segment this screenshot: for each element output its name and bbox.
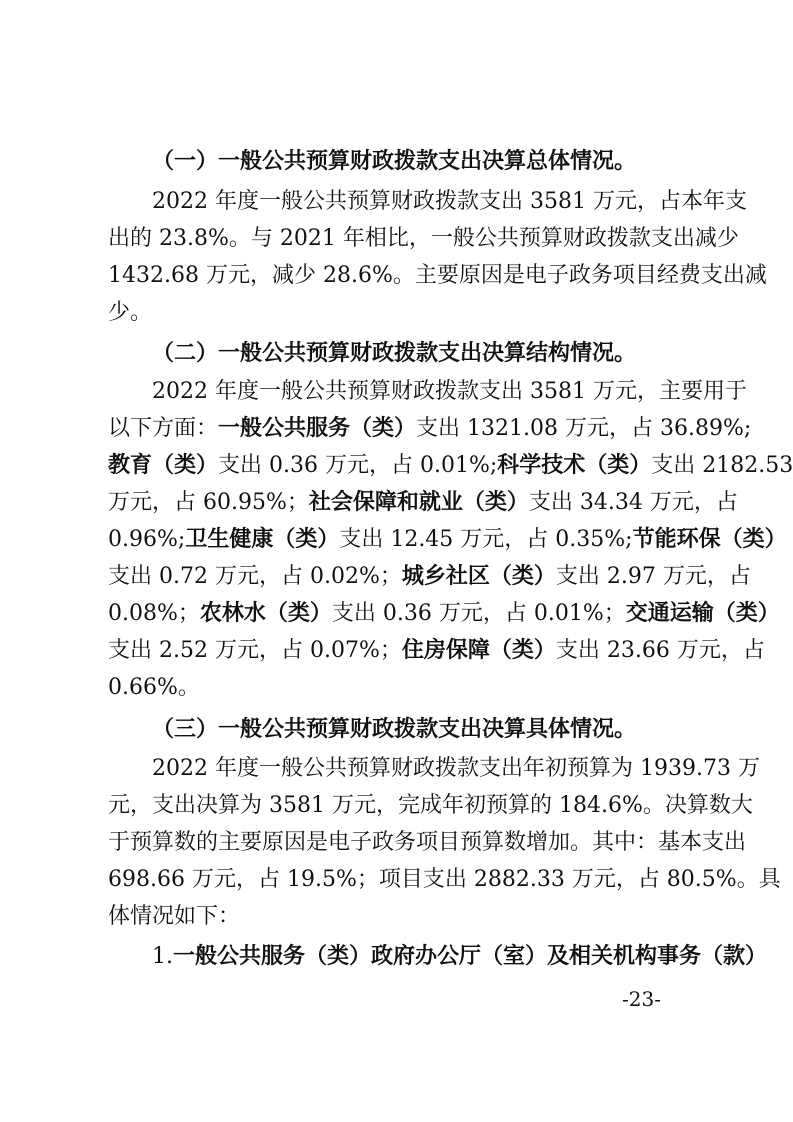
text-run: 支出 2.52 万元，占 0.07%； <box>108 638 402 663</box>
section-3-heading: （三）一般公共预算财政拨款支出决算具体情况。 <box>152 717 637 742</box>
item-title: 一般公共服务（类）政府办公厅（室）及相关机构事务（款） <box>173 944 768 969</box>
paragraph-line: 1432.68 万元，减少 28.6%。主要原因是电子政务项目经费支出减 <box>108 263 767 288</box>
section-1-heading: （一）一般公共预算财政拨款支出决算总体情况。 <box>152 149 637 174</box>
paragraph-line: 少。 <box>108 300 153 325</box>
category-label: 交通运输（类） <box>625 601 780 626</box>
category-label: 一般公共服务（类） <box>218 416 417 441</box>
paragraph-line: 出的 23.8%。与 2021 年相比，一般公共预算财政拨款支出减少 <box>108 226 739 251</box>
page-number: -23- <box>622 987 661 1011</box>
text-run: 支出 23.66 万元，占 <box>555 638 765 663</box>
text-run: 万元，占 60.95%； <box>108 490 309 515</box>
paragraph-line <box>108 411 752 447</box>
numbered-item-heading <box>108 939 768 975</box>
text-run: 支出 2182.53 <box>651 453 793 478</box>
category-label: 科学技术（类） <box>497 453 652 478</box>
paragraph-line: 元，支出决算为 3581 万元，完成年初预算的 184.6%。决算数大 <box>108 793 753 818</box>
paragraph-line <box>108 448 793 484</box>
paragraph-line: 2022 年度一般公共预算财政拨款支出年初预算为 1939.73 万 <box>152 756 760 781</box>
text-run: 支出 2.97 万元，占 <box>555 564 751 589</box>
category-label: 住房保障（类） <box>401 638 556 663</box>
paragraph-line <box>108 485 738 521</box>
category-label: 社会保障和就业（类） <box>308 490 529 515</box>
text-run: 支出 0.36 万元，占 0.01%; <box>218 453 498 478</box>
text-run: 支出 0.72 万元，占 0.02%； <box>108 564 402 589</box>
section-2-heading: （二）一般公共预算财政拨款支出决算结构情况。 <box>152 341 637 366</box>
item-number: 1. <box>152 944 173 969</box>
category-label: 农林水（类） <box>199 601 332 626</box>
category-label: 卫生健康（类） <box>185 527 340 552</box>
category-label: 节能环保（类） <box>632 527 787 552</box>
text-run: 支出 12.45 万元，占 0.35%; <box>339 527 633 552</box>
paragraph-line: 0.66%。 <box>108 675 200 700</box>
text-run: 支出 1321.08 万元，占 36.89%; <box>416 416 752 441</box>
paragraph-line: 于预算数的主要原因是电子政务项目预算数增加。其中：基本支出 <box>108 830 747 855</box>
paragraph-line: 698.66 万元，占 19.5%；项目支出 2882.33 万元，占 80.5%。具 <box>108 867 781 892</box>
text-run: 支出 34.34 万元，占 <box>528 490 738 515</box>
paragraph-line: 2022 年度一般公共预算财政拨款支出 3581 万元，主要用于 <box>152 379 747 404</box>
text-run: 0.96%; <box>108 527 186 552</box>
category-label: 教育（类） <box>108 453 219 478</box>
paragraph-line <box>108 522 787 558</box>
paragraph-line <box>108 596 780 632</box>
text-run: 支出 0.36 万元，占 0.01%； <box>331 601 626 626</box>
paragraph-line: 2022 年度一般公共预算财政拨款支出 3581 万元，占本年支 <box>152 189 747 214</box>
paragraph-line: 体情况如下： <box>108 904 241 929</box>
text-run: 0.08%； <box>108 601 200 626</box>
text-run: 以下方面： <box>108 416 219 441</box>
category-label: 城乡社区（类） <box>401 564 556 589</box>
paragraph-line <box>108 633 765 669</box>
paragraph-line <box>108 559 751 595</box>
